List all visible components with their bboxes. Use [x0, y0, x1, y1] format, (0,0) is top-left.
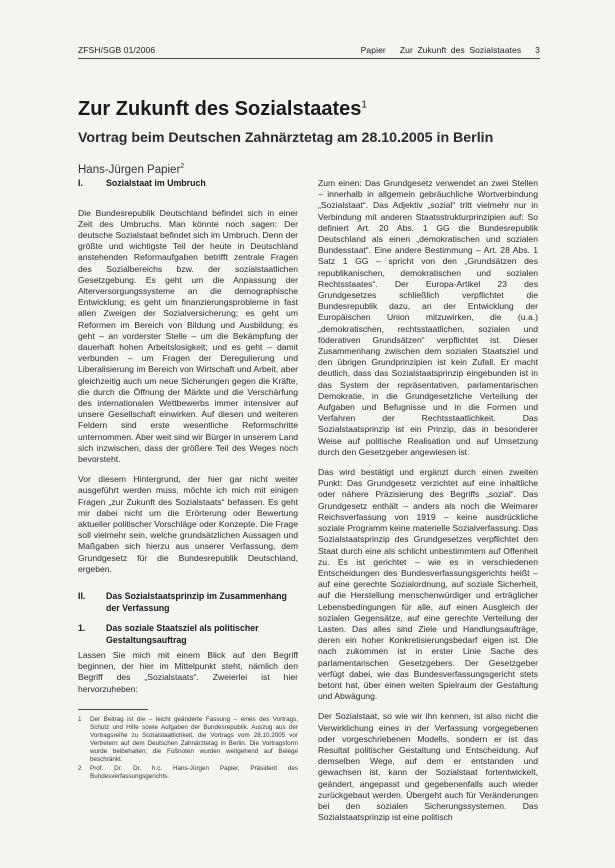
footnote-number: 2 — [78, 764, 82, 772]
left-column — [78, 178, 298, 781]
footnotes — [78, 716, 298, 781]
section-heading-3 — [78, 623, 298, 646]
title-footnote-marker[interactable]: 1 — [361, 99, 367, 111]
footnote-text: Prof. Dr. Dr. h.c. Hans-Jürgen Papier, Präsident des Bundesverfassungsgerichts. — [90, 764, 298, 780]
section-number: 1. — [78, 623, 86, 633]
running-author: Papier — [360, 45, 386, 55]
footnote — [78, 716, 298, 764]
article-title — [78, 98, 548, 121]
author-footnote-marker[interactable]: 2 — [180, 163, 185, 170]
article-title-text: Zur Zukunft des Sozialstaates — [78, 98, 362, 120]
footnote — [78, 765, 298, 781]
section-title: Das Sozialstaatsprinzip im Zusammenhang der Verfassung — [106, 591, 287, 613]
running-short-title: Zur Zukunft des Sozialstaates — [399, 45, 522, 55]
section-heading-1 — [78, 178, 298, 190]
section-number: I. — [78, 178, 83, 188]
running-title — [347, 45, 540, 55]
article-author — [78, 163, 184, 176]
body-paragraph: Vor diesem Hintergrund, der hier gar nicht weiter ausgeführt werden muss, möchte ich mich mit einigen Fragen „zur Zukunft des Sozialstaats“ befassen. Es geht mir dabei nicht um die Erörterung oder Bewertung aktueller politischer Vorschläge oder Konzepte. Die Frage soll vielmehr sein, welche grundsätzlichen Aussagen und Maßgaben sich hierzu aus unserer Verfassung, dem Grundgesetz für die Bundesrepublik Deutschland, ergeben. — [78, 474, 298, 574]
right-column — [318, 178, 538, 823]
section-title: Sozialstaat im Umbruch — [106, 178, 206, 188]
body-paragraph: Das wird bestätigt und ergänzt durch einen zweiten Punkt: Das Grundgesetz verzichtet auf eine inhaltliche oder nähere Präzisierung des Begriffs „sozial“. Das Grundgesetz enthält – anders als noch die Weimarer Reichsverfassung von 1919 – keine ausdrückliche soziale Programm keine materielle Sozialverfassung. Das Sozialstaatsprinzip des Grundgesetzes verpflichtet den Staat durch eine als schlicht unbestimmtem auf Offenheit zu. Es ist gerichtet – wie es in verschiedenen Entscheidungen des Bundesverfassungsgerichts heißt – auf eine gerechte Sozialordnung, auf soziale Sicherheit, auf die Herstellung menschenwürdiger und erträglicher Lebensbedingungen für alle, auf einen Ausgleich der sozialen Gegensätze, auf eine gerechte Verteilung der Lasten. Das alles sind Ziele und Handlungsaufträge, deren ein hoher Konkretisierungsbedarf eigen ist. Die nach zukommen ist in erster Linie Sache des parlamentarischen Gesetzgebers. Der Gesetzgeber verfügt dabei, wie das Bundesverfassungsgericht stets betont hat, über einen weiten Spielraum der Gestaltung und Abwägung. — [318, 467, 538, 702]
footnote-number: 1 — [78, 715, 82, 723]
section-number: II. — [78, 591, 86, 601]
body-paragraph: Die Bundesrepublik Deutschland befindet sich in einer Zeit des Umbruchs. Man könnte noch sagen: Der deutsche Sozialstaat befindet sich im Umbruch. Denn der größte und wichtigste Teil der heute in Deutschland anstehenden Reformaufgaben betrifft zentrale Fragen des Sozialbereichs bzw. der sozialstaatlichen Gesetzgebung. Es geht um die Anpassung der Alterversorgungssysteme an die demographische Entwicklung; es geht um finanzierungsprobleme in fast allen Zweigen der Sozialversicherung; es geht um Reformen im Bereich von Bildung und Ausbildung; es geht – an vorderster Stelle – um die Bekämpfung der dauerhaft hohen Arbeitslosigkeit; und es geht – damit verbunden – um Fragen der Deregulierung und Liberalisierung im Bereich von Wirtschaft und Arbeit, aber gleichzeitig auch um neue Sicherungen gegen die Kräfte, die durch die Öffnung der Märkte und die Verschärfung des internationalen Wettbewerbs immer intensiver auf unsere Gesellschaft einwirken. Auf diesen und weiteren Feldern sind erste wesentliche Reformschritte unternommen. Aber weit sind wir Bürger in unserem Land sich inzwischen, dass der größere Teil des Weges noch bevorsteht. — [78, 207, 298, 464]
page-number: 3 — [535, 45, 540, 55]
body-paragraph: Der Sozialstaat, so wie wir ihn kennen, ist also nicht die Verwirklichung eines in der Verfassung vorgegebenen oder vorgeschriebenen Modells, sondern er ist das Resultat politischer Gestaltung und Entscheidung. Auf demselben Wege, auf dem er entstanden und gewachsen ist, kann der Sozialstaat fortentwickelt, geändert, angepasst und gegebenenfalls auch wieder zurückgebaut werden. Übergeht auch für Veränderungen bei den sozialen Sicherungssystemen. Das Sozialstaatsprinzip ist eine politisch — [318, 711, 538, 823]
section-title: Das soziale Staatsziel als politischer Gestaltungsauftrag — [106, 623, 259, 645]
footnote-text: Der Beitrag ist die – leicht geänderte Fassung – eines des Vortrags, Schutz und Hilfe sowie Aufgaben der Bundesrepublik. Auszug aus der Vortragsreihe zu Sozialstaatlichkeit, die Vortrags vom 28.10.2005 vor Vertretern auf dem Deutschen Zahnärztetag in Berlin. Die Vortragsform wurde beibehalten; die Fußnoten wurden weitgehend auf Belege beschränkt. — [90, 715, 298, 763]
running-header — [78, 44, 540, 59]
body-paragraph: Lassen Sie mich mit einem Blick auf den Begriff beginnen, der hier im Mittelpunkt steht, nämlich den Begriff des „Sozialstaats“. Zweierlei ist hier hervorzuheben: — [78, 650, 298, 694]
article-subtitle: Vortrag beim Deutschen Zahnärztetag am 28.10.2005 in Berlin — [78, 130, 494, 146]
author-name: Hans-Jürgen Papier — [78, 163, 181, 176]
journal-reference: ZFSH/SGB 01/2006 — [78, 45, 156, 55]
section-heading-2 — [78, 591, 298, 614]
body-paragraph: Zum einen: Das Grundgesetz verwendet an zwei Stellen – innerhalb in allgemein gebräuchliche Wortverbindung „Sozialstaat“. Das Adjektiv „sozial“ tritt vielmehr nur in Verbindung mit anderen Staatsstrukturprinzipien auf: So definiert Art. 20 Abs. 1 GG die Bundesrepublik Deutschland als einen „demokratischen und sozialen Bundesstaat“. Eine andere Bestimmung – Art. 28 Abs. 1 Satz 1 GG – spricht von den „Grundsätzen des republikanischen, demokratischen und sozialen Rechtsstaates“. Der Europa-Artikel 23 des Grundgesetzes schließlich verpflichtet die Bundesrepublik dazu, an der Entwicklung der Europäischen Union mitzuwirken, die (u.a.) „demokratischen, rechtsstaatlichen, sozialen und föderativen Grundsätzen“ verpflichtet ist. Dieser Zusammenhang zwischen dem sozialen Staatsziel und den übrigen Grundprinzipien ist kein Zufall. Er macht deutlich, dass das Sozialstaatsprinzip eingebunden ist in das System der repräsentativen, parlamentarischen Demokratie, in die Grundgesetzliche Verteilung der Aufgaben und Befugnisse und in die Formen und Verfahren der Rechtsstaatlichkeit. Das Sozialstaatsprinzip ist ein Prinzip, das in besonderer Weise auf politische Realisation und auf Umsetzung durch den Gesetzgeber angewiesen ist. — [318, 178, 538, 457]
footnote-divider — [78, 709, 148, 710]
